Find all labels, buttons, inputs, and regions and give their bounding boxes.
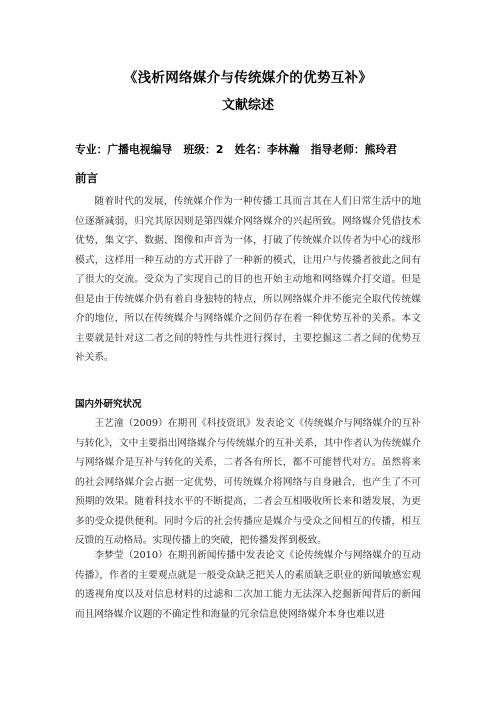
preface-paragraph: 随着时代的发展，传统媒介作为一种传播工具而言其在人们日常生活中的地位逐渐减弱，归究其原因则是第四媒介网络媒介的兴起所致。网络媒介凭借技术优势，集文字、数据、图像和声音为一体，打破了传统媒介以传者为中心的线形模式，这样用一种互动的方式开辟了一种新的模式，让用户与传播者彼此之间有了很大的交流。受众为了实现自己的目的也开始主动地和网络媒介打交道。但是但是由于传统媒介仍有着自身独特的特点，所以网络媒介并不能完全取代传统媒介的地位，所以在传统媒介与网络媒介之间仍存在着一种优势互补的关系。本文主要就是针对这二者之间的特性与共性进行探讨，主要挖掘这二者之间的优势互补关系。	[75, 196, 421, 363]
section-heading-preface: 前言	[75, 171, 98, 185]
section-heading-research: 国内外研究状况	[75, 399, 142, 410]
advisor-field: 指导老师：熊玲君	[310, 143, 398, 156]
major-field: 专业：广播电视编导	[75, 143, 173, 156]
author-meta-line	[75, 142, 435, 157]
document-title: 《浅析网络媒介与传统媒介的优势互补》	[123, 70, 373, 86]
name-field: 姓名：李林瀚	[234, 143, 300, 156]
class-field: 班级：2	[183, 143, 224, 156]
research-paragraph-2: 李梦莹（2010）在期刊新闻传播中发表论文《论传统媒介与网络媒介的互动传播》，作者的主要观点就是一般受众缺乏把关人的素质缺乏职业的新闻敏感宏观的透视角度以及对信息材料的过滤和二次加工能力无法深入挖掘新闻背后的新闻而且网络媒介议题的不确定性和海量的冗余信息使网络媒介本身也难以进	[75, 550, 421, 620]
document-subtitle: 文献综述	[221, 98, 274, 113]
research-paragraph-1: 王艺潼（2009）在期刊《科技资讯》发表论文《传统媒介与网络媒介的互补与转化》，文中主要指出网络媒介与传统媒介的互补关系，其中作者认为传统媒介与网络媒介是互补与转化的关系，二者各有所长，都不可能替代对方。虽然将来的社会网络媒介会占据一定优势，可传统媒介将网络与自身融合，也产生了不可预期的效果。随着科技水平的不断提高，二者会互相吸收所长来和谐发展，为更多的受众提供便利。同时今后的社会传播应是媒介与受众之间相互的传播，相互反馈的互动格局。实现传播上的突破，把传播发挥到极致。	[75, 418, 421, 546]
